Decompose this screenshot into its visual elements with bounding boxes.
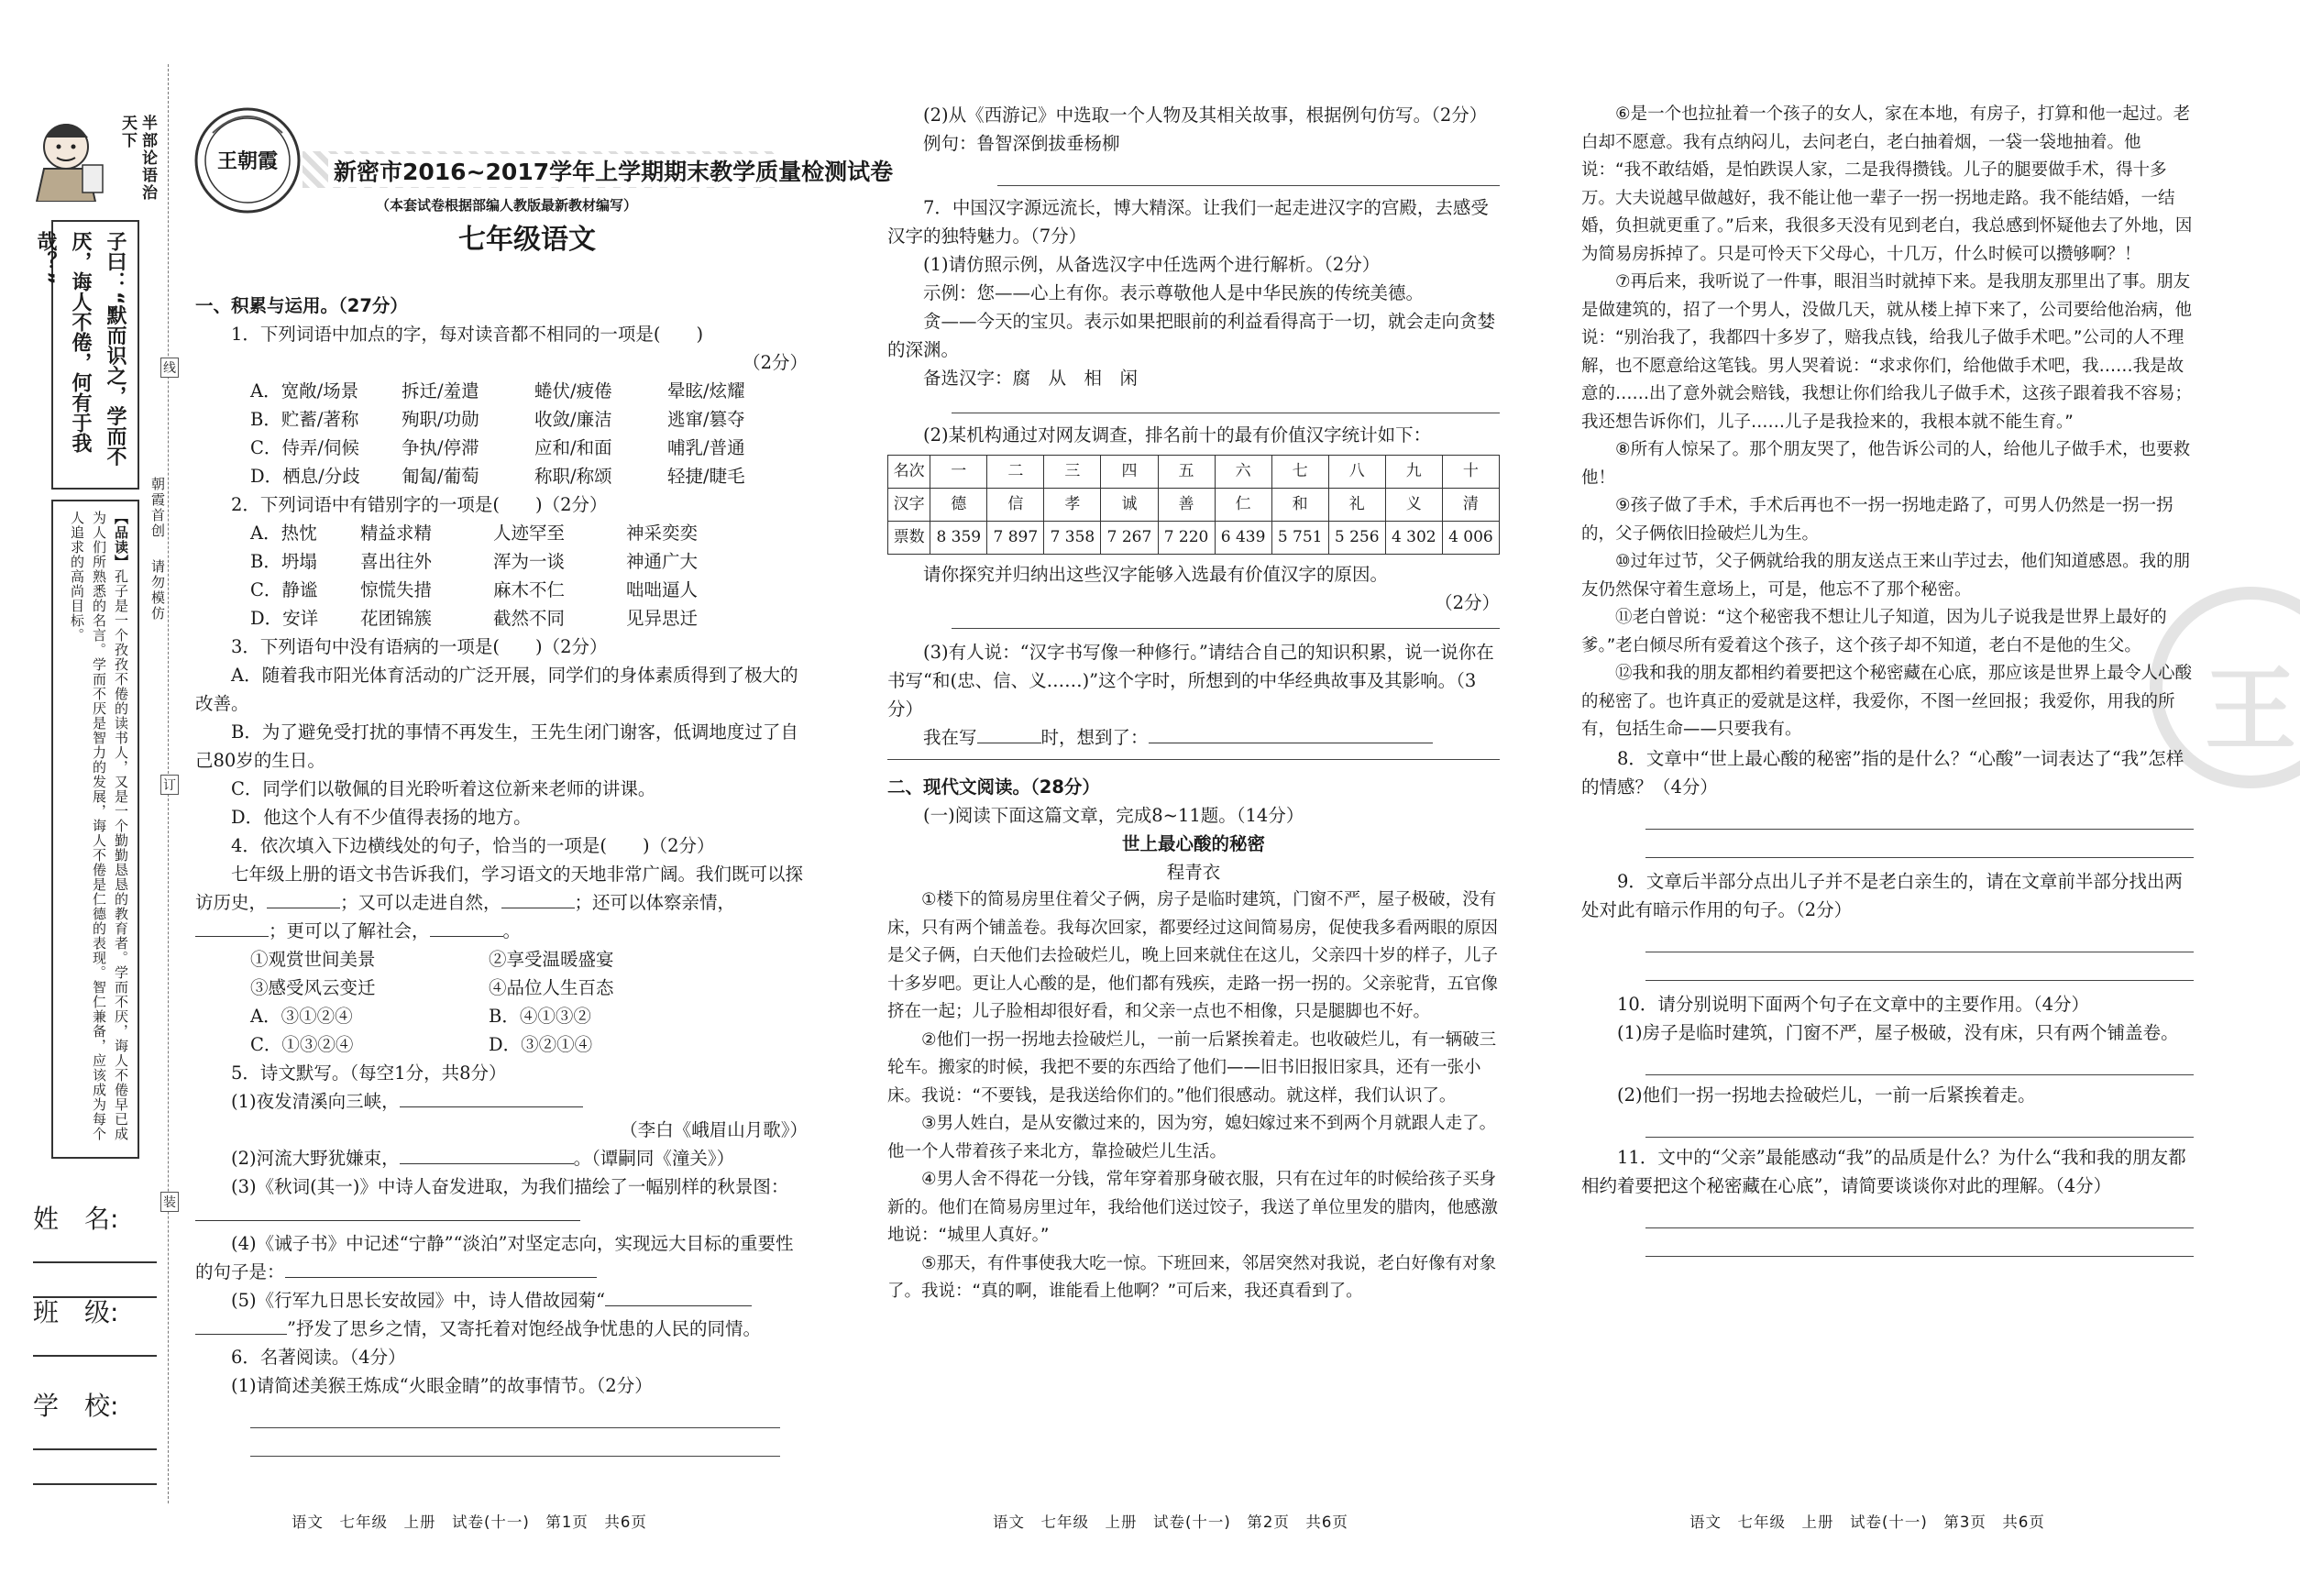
q4-option-c[interactable]: C．①③②④ [250, 1034, 354, 1055]
pindu-label: 【品读】 [113, 511, 129, 569]
table-row-chars: 汉字 德 信 孝 诚 善 仁 和 礼 义 清 [888, 489, 1500, 522]
q1-option-b[interactable]: B．贮蓄/著称 殉职/功勋 收敛/廉洁 逃窜/篡夺 [250, 409, 745, 430]
section-1-title: 一、积累与运用。（27分） [195, 295, 408, 316]
q6-2: (2)从《西游记》中选取一个人物及其相关故事，根据例句仿写。（2分） [923, 105, 1488, 126]
article-para-1: ①楼下的简易房里住着父子俩，房子是临时建筑，门窗不严，屋子极破，没有床，只有两个铺盖卷。我每次回家，都要经过这间简易房，促使我多看两眼的原因是父子俩，白天他们去捡破烂儿，晚上回来就住在这儿，父亲四十岁的样子，儿子十多岁吧。更让人心酸的是，他们都有残疾，走路一拐一拐的。父亲驼背，五官像挤在一起；儿子脸相却很好看，和父亲一点也不相像，只是腿脚也不好。 [887, 890, 1499, 1021]
q7-2-question: 请你探究并归纳出这些汉字能够入选最有价值汉字的原因。 [923, 564, 1389, 585]
q8-answer-line-1[interactable] [1645, 801, 2194, 830]
q5-4-blank[interactable] [285, 1277, 597, 1278]
school-label: 学 校: [33, 1391, 119, 1421]
q2-options [195, 519, 808, 633]
q7-1-example-2: 贪——今天的宝贝。表示如果把眼前的利益看得高于一切，就会走向贪婪的深渊。 [887, 311, 1496, 360]
q1-stem: 1．下列词语中加点的字，每对读音都不相同的一项是( ) [231, 324, 704, 345]
sidebar-quote: 子曰：“默而识之，学而不厌，诲人不倦，何有于我哉？” [34, 231, 127, 467]
q7-2-answer-line[interactable] [952, 617, 1500, 629]
article-para-9: ⑨孩子做了手术，手术后再也不一拐一拐地走路了，可男人仍然是一拐一拐的，父子俩依旧捡破烂儿为生。 [1581, 496, 2173, 544]
q4-passage: 七年级上册的语文书告诉我们，学习语文的天地非常广阔。我们既可以探访历史， ；又可以走进自然， ；还可以体察亲情，；更可以了解社会， 。 [195, 864, 804, 941]
article-para-2: ②他们一拐一拐地去捡破烂儿，一前一后紧挨着走。也收破烂儿，有一辆破三轮车。搬家的时候，我把不要的东西给了他们——旧书旧报旧家具，还有一张小床。我说：“不要钱，是我送给你们的。”他们很感动。就这样，我们认识了。 [887, 1029, 1497, 1106]
q9-answer-line-1[interactable] [1645, 924, 2194, 952]
q4-items: ①观赏世间美景 ②享受温暖盛宴 ③感受风云变迁 ④品位人生百态 A．③①②④ B．④①③② C．①③②④ D．③②①④ [195, 945, 808, 1059]
q5-1-blank[interactable] [400, 1106, 583, 1107]
q1-points: （2分） [743, 352, 808, 373]
q5-4: (4)《诫子书》中记述“宁静”“淡泊”对坚定志向，实现远大目标的重要性的句子是： [195, 1233, 794, 1282]
q7-1-answer-line[interactable] [952, 392, 1500, 413]
q10-1: (1)房子是临时建筑，门窗不严，屋子极破，没有床，只有两个铺盖卷。 [1617, 1021, 2179, 1043]
q3-option-c[interactable]: C．同学们以敬佩的目光聆听着这位新来老师的讲课。 [231, 778, 656, 799]
q10-1-answer-line[interactable] [1645, 1047, 2194, 1075]
q7-2-points: （2分） [1435, 592, 1500, 613]
sidebar-banner: 半部论语治天下 [118, 115, 157, 202]
section-2-title: 二、现代文阅读。（28分） [887, 776, 1100, 798]
article-para-10: ⑩过年过节，父子俩就给我的朋友送点王来山芋过去，他们知道感恩。我的朋友仍然保守着生意场上，可是，他忘不了那个秘密。 [1581, 552, 2191, 600]
q5-stem: 5．诗文默写。（每空1分，共8分） [231, 1062, 507, 1084]
footer-page-1: 语文 七年级 上册 试卷(十一) 第1页 共6页 [292, 1513, 647, 1531]
watermark-stamp-char: 王 [2205, 655, 2296, 764]
class-label: 班 级: [33, 1297, 119, 1327]
column-3 [1581, 101, 2194, 1257]
q1-options [195, 377, 808, 490]
q7-1: (1)请仿照示例，从备选汉字中任选两个进行解析。（2分） [923, 254, 1381, 275]
article-body-cont [1581, 101, 2194, 744]
q2-stem: 2．下列词语中有错别字的一项是( )（2分） [231, 494, 608, 515]
q2-option-a[interactable]: A．热忱 精益求精 人迹罕至 神采奕奕 [250, 523, 699, 544]
q5-3: (3)《秋词(其一)》中诗人奋发进取，为我们描绘了一幅别样的秋景图： [195, 1172, 808, 1229]
q11-answer-line-1[interactable] [1645, 1200, 2194, 1228]
q10-2: (2)他们一拐一拐地去捡破烂儿，一前一后紧挨着走。 [1617, 1084, 2036, 1106]
value-chars-table [887, 455, 1500, 555]
pindu-text-wrap [66, 511, 132, 1148]
quote-box [34, 220, 139, 490]
binding-note-1: 朝霞首创 [149, 477, 166, 539]
exam-subtitle: （本套试卷根据部编人教版最新教材编写） [376, 197, 638, 214]
q2-option-c[interactable]: C．静谧 惊慌失措 麻木不仁 咄咄逼人 [250, 579, 699, 600]
q5-1-source: （李白《峨眉山月歌》） [620, 1119, 808, 1140]
q3-option-d[interactable]: D．他这个人有不少值得表扬的地方。 [231, 807, 532, 828]
q7-stem: 7．中国汉字源远流长，博大精深。让我们一起走进汉字的宫殿，去感受汉字的独特魅力。（7分） [887, 197, 1489, 247]
q9: 9．文章后半部分点出儿子并不是老白亲生的，请在文章前半部分找出两处对此有暗示作用的句子。（2分） [1581, 870, 2183, 920]
subject-title: 七年级语文 [458, 224, 596, 256]
q7-1-candidates: 备选汉字：腐 从 相 闲 [923, 368, 1139, 389]
article-para-4: ④男人舍不得花一分钱，常年穿着那身破衣服，只有在过年的时候给孩子买身新的。他们在简易房里过年，我给他们送过饺子，我送了单位里发的腊肉，他感激地说：“城里人真好。” [887, 1170, 1499, 1245]
q6-1-answer-line-1[interactable] [250, 1400, 780, 1428]
q7-1-example-1: 示例：您——心上有你。表示尊敬他人是中华民族的传统美德。 [923, 282, 1425, 303]
article-para-7: ⑦再后来，我听说了一件事，眼泪当时就掉下来。是我朋友那里出了事。朋友是做建筑的，招了一个男人，没做几天，就从楼上掉下来了，公司要给他治病，他说：“别治我了，我都四十多岁了，赔我点钱，给我儿子做手术吧。”公司的人不理解，也不愿意给这笔钱。男人哭着说：“求求你们，给他做手术吧，我……我是故意的……出了意外就会赔钱，我想让你们给我儿子做手术，这孩子跟着我不容易；我还想告诉你们，儿子……儿子是我捡来的，我根本就不能生育。” [1581, 272, 2193, 432]
q5-3-blank[interactable] [195, 1220, 580, 1221]
table-row-rank: 名次 一 二 三 四 五 六 七 八 九 十 [888, 456, 1500, 489]
pindu-box [51, 500, 139, 1159]
q6-1: (1)请简述美猴王炼成“火眼金睛”的故事情节。（2分） [231, 1375, 653, 1396]
q2-option-b[interactable]: B．坍塌 喜出往外 浑为一谈 神通广大 [250, 551, 699, 572]
seal-mark-1: 线 [160, 358, 179, 378]
article-para-8: ⑧所有人惊呆了。那个朋友哭了，他告诉公司的人，给他儿子做手术，也要救他！ [1581, 440, 2191, 488]
q7-3-fill: 我在写 时，想到了： [887, 723, 1500, 752]
article-title: 世上最心酸的秘密 [1121, 833, 1265, 854]
column-2 [887, 101, 1500, 1306]
q4-option-a[interactable]: A．③①②④ [250, 1006, 353, 1027]
footer-page-2: 语文 七年级 上册 试卷(十一) 第2页 共6页 [993, 1513, 1348, 1531]
q9-answer-line-2[interactable] [1645, 952, 2194, 981]
name-label: 姓 名: [33, 1204, 119, 1234]
article-author: 程青衣 [1166, 862, 1221, 883]
q5-5: (5)《行军九日思长安故园》中，诗人借故园菊“”抒发了思乡之情，又寄托着对饱经战争忧患的人民的同情。 [195, 1286, 808, 1343]
q5-1: (1)夜发清溪向三峡， [195, 1087, 808, 1116]
q4-blank-4[interactable] [430, 936, 503, 937]
q5-2: (2)河流大野犹嫌束， 。（谭嗣同《潼关》） [231, 1148, 735, 1169]
sidebar [0, 0, 160, 1596]
table-row-votes: 票数 8 359 7 897 7 358 7 267 7 220 6 439 5 751 5 256 4 302 4 006 [888, 522, 1500, 555]
q10: 10．请分别说明下面两个句子在文章中的主要作用。（4分） [1617, 993, 2089, 1015]
article-para-6: ⑥是一个也拉扯着一个孩子的女人，家在本地，有房子，打算和他一起过。老白却不愿意。我有点纳闷儿，去问老白，老白抽着烟，一袋一袋地抽着。他说：“我不敢结婚，是怕跌误人家，二是我得攒钱。儿子的腿要做手术，得十多万。大夫说越早做越好，我不能让他一辈子一拐一拐地走路。我不能结婚，一结婚，负担就更重了。”后来，我很多天没有见到老白，我总感到怀疑他去了外地，因为简易房拆掉了。只是可怜天下父母心，十几万，什么时候可以攒够啊？！ [1581, 105, 2193, 264]
pindu-text: 孔子是一个孜孜不倦的读书人，又是一个勤勤恳恳的教育者。学而不厌，诲人不倦早已成为人们所熟悉的名言。学而不厌是智力的发展，诲人不倦是仁德的表现。智仁兼备，应该成为每个人追求的高尚目标。 [69, 511, 129, 1141]
q3-option-b[interactable]: B．为了避免受打扰的事情不再发生，王先生闭门谢客，低调地度过了自己80岁的生日。 [195, 721, 798, 771]
footer-page-3: 语文 七年级 上册 试卷(十一) 第3页 共6页 [1689, 1513, 2045, 1531]
confucius-figure-icon [28, 110, 110, 202]
q6-stem: 6．名著阅读。（4分） [231, 1347, 406, 1368]
name-field[interactable] [33, 1199, 157, 1298]
seal-mark-3: 装 [160, 1192, 179, 1212]
q11: 11．文中的“父亲”最能感动“我”的品质是什么？为什么“我和我的朋友都相约着要把这个秘密藏在心底”，请简要谈谈你对此的理解。（4分） [1581, 1146, 2186, 1196]
school-field[interactable] [33, 1386, 157, 1485]
class-field[interactable] [33, 1293, 157, 1357]
binding-note-2: 请勿模仿 [149, 559, 166, 622]
q1-option-c[interactable]: C．侍弄/伺候 争执/停滞 应和/和面 哺乳/普通 [250, 437, 745, 458]
article-para-12: ⑫我和我的朋友都相约着要把这个秘密藏在心底，那应该是世界上最令人心酸的秘密了。也许真正的爱就是这样，我爱你，不图一丝回报；我爱你，用我的所有，包括生命——只要我有。 [1581, 664, 2193, 739]
article-body [887, 886, 1500, 1306]
logo-text: 王朝霞 [216, 149, 278, 173]
q5-2-blank[interactable] [400, 1163, 574, 1164]
article-para-3: ③男人姓白，是从安徽过来的，因为穷，媳妇嫁过来不到两个月就跟人走了。他一个人带着孩子来北方，靠捡破烂儿生活。 [887, 1114, 1497, 1161]
reading-intro: (一)阅读下面这篇文章，完成8~11题。（14分） [923, 805, 1304, 826]
q7-3: (3)有人说：“汉字书写像一种修行。”请结合自己的知识积累，说一说你在书写“和(忠、信、义……)”这个字时，所想到的中华经典故事及其影响。（3分） [887, 642, 1494, 720]
q4-option-d[interactable]: D．③②①④ [489, 1034, 593, 1055]
q4-stem: 4．依次填入下边横线处的句子，恰当的一项是( )（2分） [231, 835, 715, 856]
q3-option-a[interactable]: A．随着我市阳光体育活动的广泛开展，同学们的身体素质得到了极大的改善。 [195, 665, 798, 714]
q4-blank-3[interactable] [195, 936, 269, 937]
q8: 8．文章中“世上最心酸的秘密”指的是什么？“心酸”一词表达了“我”怎样的情感？（4分） [1581, 747, 2184, 798]
q11-answer-line-2[interactable] [1645, 1228, 2194, 1257]
exam-title: 新密市2016~2017学年上学期期末教学质量检测试卷 [328, 154, 898, 187]
q6-2-answer-line[interactable] [997, 158, 1500, 186]
q7-3-answer-line[interactable] [887, 752, 1500, 760]
seal-mark-2: 订 [160, 775, 179, 795]
q1-option-d[interactable]: D．栖息/分歧 匍匐/葡萄 称职/称颂 轻捷/睫毛 [250, 466, 745, 487]
column-1 [195, 292, 808, 1457]
q8-answer-line-2[interactable] [1645, 830, 2194, 858]
article-para-11: ⑪老白曾说：“这个秘密我不想让儿子知道，因为儿子说我是世界上最好的爹。”老白倾尽所有爱着这个孩子，这个孩子却不知道，老白不是他的生父。 [1581, 608, 2167, 655]
q7-2: (2)某机构通过对网友调查，排名前十的最有价值汉字统计如下： [923, 424, 1432, 446]
q5-5-blank[interactable] [605, 1305, 752, 1306]
article-para-5: ⑤那天，有件事使我大吃一惊。下班回来，邻居突然对我说，老白好像有对象了。我说：“真的啊，谁能看上他啊？”可后来，我还真看到了。 [887, 1253, 1497, 1301]
q4-option-b[interactable]: B．④①③② [489, 1006, 591, 1027]
q6-1-answer-line-2[interactable] [250, 1428, 780, 1457]
q1-option-a[interactable]: A．宽敞/场景 拆迁/羞遣 蜷伏/疲倦 晕眩/炫耀 [250, 380, 745, 402]
q3-stem: 3．下列语句中没有语病的一项是( )（2分） [231, 636, 608, 657]
q2-option-d[interactable]: D．安详 花团锦簇 截然不同 见异思迁 [250, 608, 699, 629]
logo [193, 105, 303, 215]
q6-2-example: 例句：鲁智深倒拔垂杨柳 [923, 133, 1120, 154]
q10-2-answer-line[interactable] [1645, 1109, 2194, 1138]
